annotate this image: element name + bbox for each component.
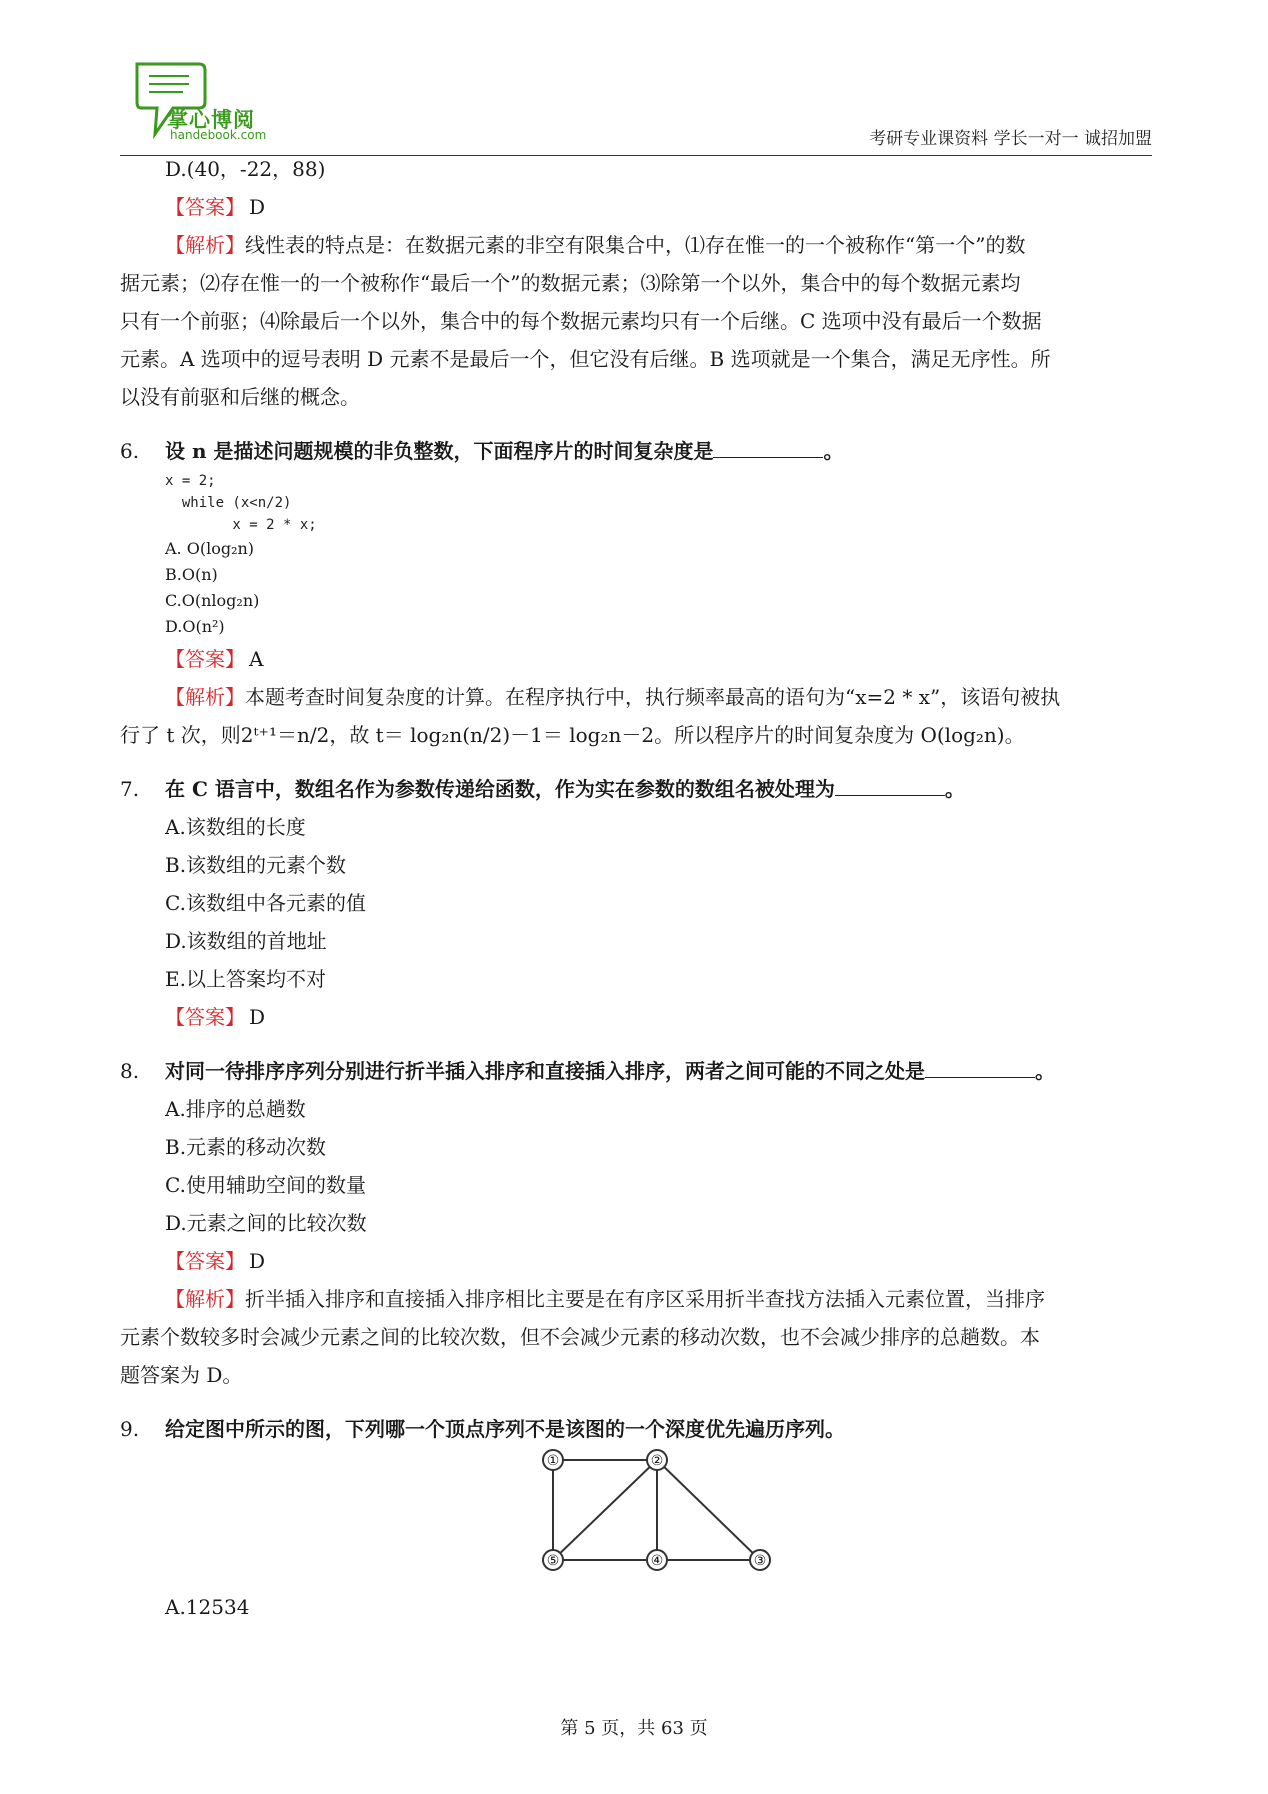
analysis-text: 本题考查时间复杂度的计算。在程序执行中，执行频率最高的语句为“x=2 * x”，该语句被执 <box>245 685 1061 709</box>
page-footer: 第 5 页，共 63 页 <box>560 1718 708 1739</box>
q6-code-line: x = 2 * x; <box>165 517 317 533</box>
logo-text: 掌心博阅 <box>167 108 255 132</box>
analysis-text: 元素个数较多时会减少元素之间的比较次数，但不会减少元素的移动次数，也不会减少排序的总趟数。本 <box>120 1325 1040 1349</box>
header-tagline: 考研专业课资料 学长一对一 诚招加盟 <box>869 129 1152 149</box>
graph-diagram <box>120 1448 1150 1588</box>
analysis-text: 折半插入排序和直接插入排序相比主要是在有序区采用折半查找方法插入元素位置，当排序 <box>245 1287 1045 1311</box>
q6-answer <box>120 640 1150 678</box>
graph-node-4: ④ <box>650 1553 664 1569</box>
q9-stem <box>120 1410 1150 1448</box>
fill-blank <box>713 439 823 458</box>
q6-code-line: while (x<n/2) <box>165 495 292 511</box>
graph-node-2: ② <box>650 1453 664 1469</box>
q5-answer <box>120 188 1150 226</box>
q9-option-a: A.12534 <box>165 1595 250 1619</box>
stem-end: 。 <box>944 777 965 801</box>
q6-option-d: D.O(n²) <box>165 617 225 636</box>
q7-option-a: A.该数组的长度 <box>165 815 306 839</box>
stem-end: 。 <box>823 439 844 463</box>
question-text: 对同一待排序序列分别进行折半插入排序和直接插入排序，两者之间可能的不同之处是 <box>165 1059 925 1083</box>
logo-url: handebook.com <box>170 128 267 142</box>
question-text: 给定图中所示的图，下列哪一个顶点序列不是该图的一个深度优先遍历序列。 <box>165 1417 845 1441</box>
analysis-text: 据元素；⑵存在惟一的一个被称作“最后一个”的数据元素；⑶除第一个以外，集合中的每个数据元素均 <box>120 271 1021 295</box>
main-content <box>120 150 1150 1626</box>
q7-option-c: C.该数组中各元素的值 <box>165 891 366 915</box>
q5-analysis <box>120 226 1150 416</box>
q6-code-line: x = 2; <box>165 473 216 489</box>
question-number: 6. <box>120 439 140 463</box>
analysis-tag: 【解析】 <box>165 233 245 257</box>
analysis-tag: 【解析】 <box>165 685 245 709</box>
q8-answer <box>120 1242 1150 1280</box>
graph-node-3: ③ <box>753 1553 767 1569</box>
q8-option-b: B.元素的移动次数 <box>165 1135 327 1159</box>
question-number: 8. <box>120 1059 140 1083</box>
question-text: 在 C 语言中，数组名作为参数传递给函数，作为实在参数的数组名被处理为 <box>165 777 835 801</box>
answer-value: A <box>249 647 264 671</box>
q7-option-b: B.该数组的元素个数 <box>165 853 347 877</box>
analysis-tag: 【解析】 <box>165 1287 245 1311</box>
question-number: 9. <box>120 1417 140 1441</box>
q7-answer <box>120 998 1150 1036</box>
analysis-text: 只有一个前驱；⑷除最后一个以外，集合中的每个数据元素均只有一个后继。C 选项中没有最后一个数据 <box>120 309 1042 333</box>
q9-graph <box>120 1448 1150 1588</box>
q7-option-e: E.以上答案均不对 <box>165 967 326 991</box>
answer-value: D <box>249 195 266 219</box>
q6-stem <box>120 432 1150 470</box>
q6-option-c: C.O(nlog₂n) <box>165 591 260 610</box>
q6-option-b: B.O(n) <box>165 565 218 584</box>
q7-option-d: D.该数组的首地址 <box>165 929 327 953</box>
answer-tag: 【答案】 <box>165 1005 245 1029</box>
analysis-text: 元素。A 选项中的逗号表明 D 元素不是最后一个，但它没有后继。B 选项就是一个集合，满足无序性。所 <box>120 347 1051 371</box>
question-text: 设 n 是描述问题规模的非负整数，下面程序片的时间复杂度是 <box>165 439 714 463</box>
q6-analysis <box>120 678 1150 754</box>
q8-option-c: C.使用辅助空间的数量 <box>165 1173 366 1197</box>
answer-value: D <box>249 1005 266 1029</box>
answer-value: D <box>249 1249 266 1273</box>
question-number: 7. <box>120 777 140 801</box>
answer-tag: 【答案】 <box>165 195 245 219</box>
q8-option-d: D.元素之间的比较次数 <box>165 1211 367 1235</box>
fill-blank <box>835 777 945 796</box>
analysis-text: 以没有前驱和后继的概念。 <box>120 385 360 409</box>
analysis-text: 行了 t 次，则2ᵗ⁺¹＝n/2，故 t＝ log₂n(n/2)－1＝ log₂n－2。所以程序片的时间复杂度为 O(log₂n)。 <box>120 723 1025 747</box>
answer-tag: 【答案】 <box>165 1249 245 1273</box>
graph-node-5: ⑤ <box>546 1553 560 1569</box>
stem-end: 。 <box>1035 1059 1055 1083</box>
answer-tag: 【答案】 <box>165 647 245 671</box>
q8-stem <box>120 1052 1150 1090</box>
q8-option-a: A.排序的总趟数 <box>165 1097 306 1121</box>
q6-option-a: A. O(log₂n) <box>165 539 255 558</box>
analysis-text: 线性表的特点是：在数据元素的非空有限集合中，⑴存在惟一的一个被称作“第一个”的数 <box>245 233 1026 257</box>
q5-option-d: D.(40，-22，88) <box>165 157 326 181</box>
graph-node-1: ① <box>546 1453 560 1469</box>
q7-stem <box>120 770 1150 808</box>
analysis-text: 题答案为 D。 <box>120 1363 243 1387</box>
q8-analysis <box>120 1280 1150 1394</box>
fill-blank <box>925 1059 1035 1078</box>
